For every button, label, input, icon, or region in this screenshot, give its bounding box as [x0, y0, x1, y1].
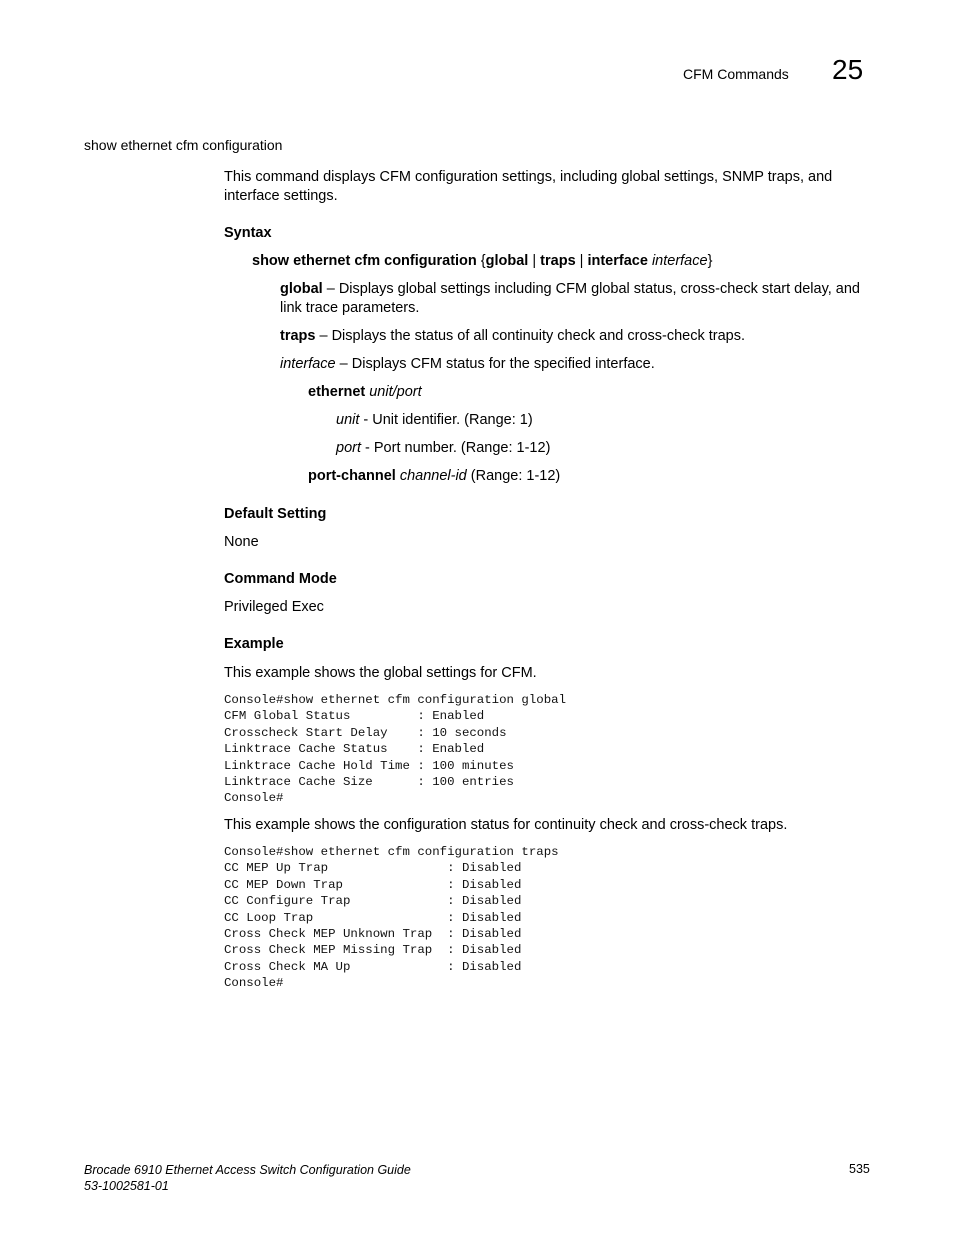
running-header-section: CFM Commands	[683, 66, 789, 82]
param-interface	[280, 355, 655, 374]
syntax-kw-traps: traps	[540, 253, 576, 269]
param-unit-keyword: unit	[336, 412, 360, 428]
param-ethernet-keyword: ethernet	[308, 384, 366, 400]
syntax-command: show ethernet cfm configuration	[252, 253, 477, 269]
param-port-channel-description: (Range: 1-12)	[466, 468, 561, 484]
param-port-channel-keyword: port-channel	[308, 468, 396, 484]
syntax-separator: |	[528, 253, 541, 269]
param-global-description: – Displays global settings including CFM global status, cross-check start delay, and link trace parameters.	[280, 281, 860, 316]
param-traps-description: – Displays the status of all continuity check and cross-check traps.	[315, 328, 746, 344]
syntax-brace-close: }	[707, 253, 713, 269]
command-mode-value: Privileged Exec	[224, 599, 324, 615]
param-unit-description: - Unit identifier. (Range: 1)	[359, 412, 533, 428]
param-port-keyword: port	[336, 440, 361, 456]
param-global	[280, 280, 870, 318]
command-description: This command displays CFM configuration settings, including global settings, SNMP traps, and interface settings.	[224, 169, 833, 204]
chapter-number: 25	[832, 54, 864, 85]
param-traps	[280, 327, 745, 346]
footer-doc-number: 53-1002581-01	[84, 1179, 169, 1193]
footer-page-number: 535	[849, 1162, 870, 1176]
default-setting-heading: Default Setting	[224, 506, 327, 522]
example-intro-global: This example shows the global settings for CFM.	[224, 665, 537, 681]
syntax-kw-global: global	[485, 253, 529, 269]
param-port-channel	[308, 467, 560, 486]
param-unit	[336, 411, 533, 430]
example-heading: Example	[224, 636, 284, 652]
param-port-description: - Port number. (Range: 1-12)	[361, 440, 551, 456]
param-interface-description: – Displays CFM status for the specified interface.	[335, 356, 655, 372]
syntax-heading: Syntax	[224, 225, 272, 241]
param-ethernet-argument: unit/port	[365, 384, 422, 400]
param-port	[336, 439, 550, 458]
command-title: show ethernet cfm configuration	[84, 137, 283, 153]
footer-guide-title: Brocade 6910 Ethernet Access Switch Configuration Guide	[84, 1163, 411, 1177]
param-interface-keyword: interface	[280, 356, 336, 372]
default-setting-value: None	[224, 534, 259, 550]
code-block-traps: Console#show ethernet cfm configuration traps CC MEP Up Trap : Disabled CC MEP Down Trap : Disabled CC Configure Trap : Disabled CC Loop Trap : Disabled Cross Check MEP Unknown Trap : Disabled Cross Check MEP Missing Trap : Disabled Cross Check MA Up : Disabled Console#	[224, 845, 559, 991]
syntax-brace-open: {	[476, 253, 486, 269]
code-block-global: Console#show ethernet cfm configuration global CFM Global Status : Enabled Crosscheck Start Delay : 10 seconds Linktrace Cache Status : Enabled Linktrace Cache Hold Time : 100 minutes Linktrace Cache Size : 100 entries Console#	[224, 693, 567, 806]
syntax-kw-interface: interface	[587, 253, 648, 269]
param-port-channel-argument: channel-id	[395, 468, 467, 484]
param-traps-keyword: traps	[280, 328, 316, 344]
example-intro-traps: This example shows the configuration status for continuity check and cross-check traps.	[224, 817, 788, 833]
command-mode-heading: Command Mode	[224, 571, 337, 587]
syntax-line	[252, 252, 712, 271]
param-ethernet	[308, 383, 422, 402]
syntax-separator: |	[575, 253, 588, 269]
param-global-keyword: global	[280, 281, 323, 297]
syntax-arg-interface: interface	[647, 253, 708, 269]
